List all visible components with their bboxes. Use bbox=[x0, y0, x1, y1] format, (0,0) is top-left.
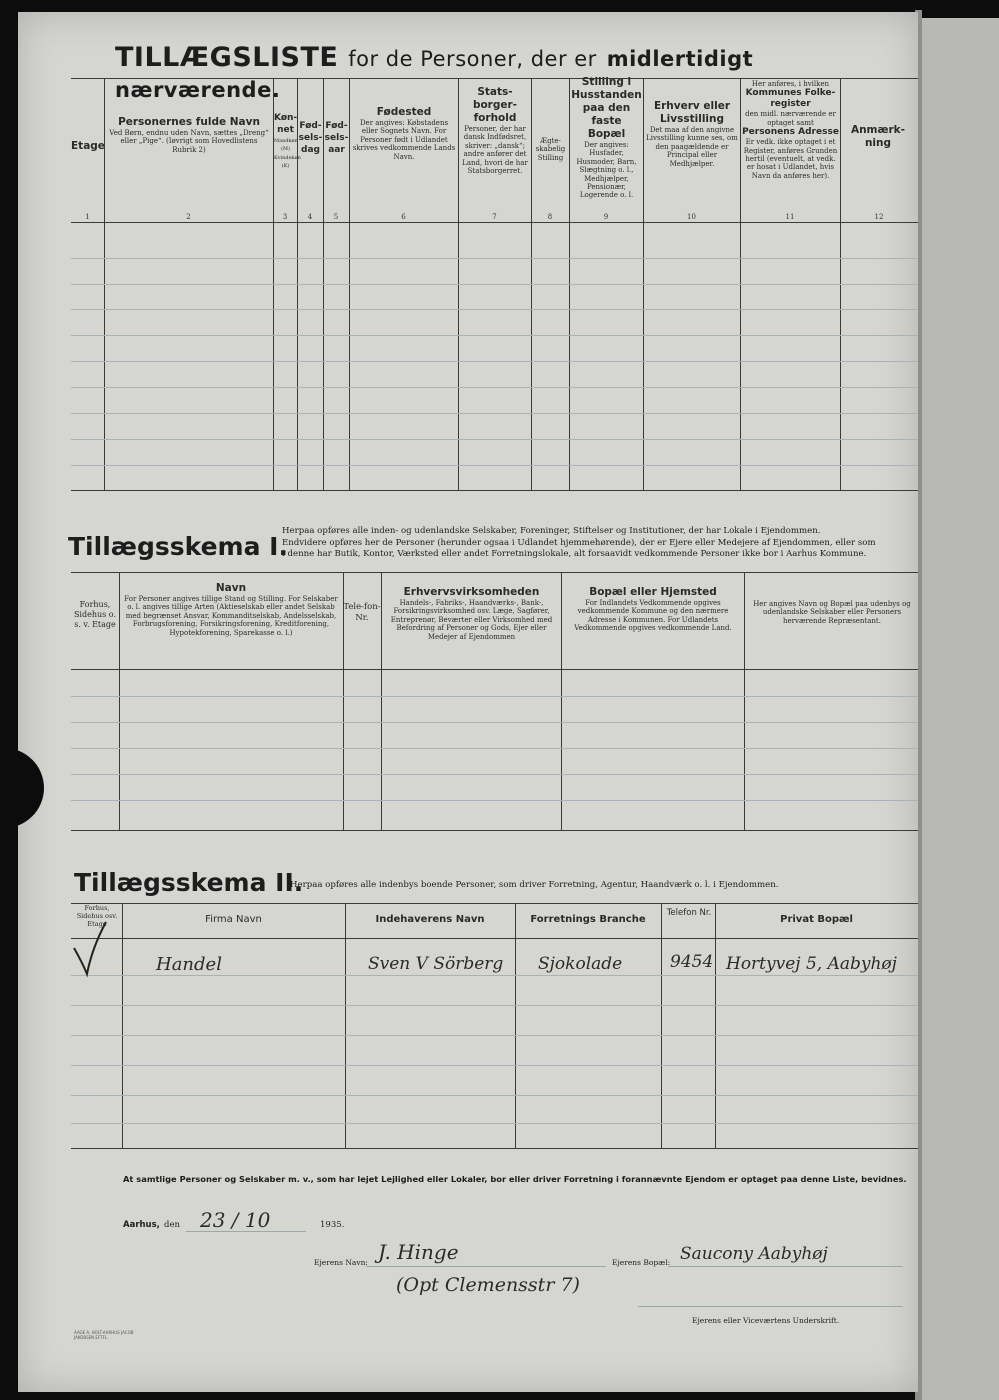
place-label: Aarhus, bbox=[123, 1220, 160, 1230]
adjacent-page bbox=[922, 18, 999, 1400]
skema2-col-divider bbox=[661, 903, 662, 1148]
col-number: 9 bbox=[603, 213, 609, 221]
skema1-col-phone-header: Tele-fon-Nr. bbox=[343, 602, 381, 623]
certification-text: At samtlige Personer og Selskaber m. v., som har lejet Lejlighed eller Lokaler, bor eller driver Forretning i forannævnte Ejendom er optaget paa denne Liste, bevidnes. bbox=[123, 1174, 907, 1184]
ruled-line bbox=[71, 284, 918, 285]
col-number: 11 bbox=[785, 213, 795, 221]
col-number: 4 bbox=[307, 213, 313, 221]
main-title-rest: for de Personer, der er bbox=[348, 47, 597, 71]
date-handwritten: 23 / 10 bbox=[200, 1208, 271, 1232]
col-number: 1 bbox=[85, 213, 90, 221]
skema2-col-phone-header: Telefon Nr. bbox=[666, 908, 712, 918]
skema2-col-branch-header: Forretnings Branche bbox=[530, 914, 646, 925]
skema2-header-bottom-line bbox=[71, 938, 918, 939]
skema2-col-divider bbox=[122, 903, 123, 1148]
ruled-line bbox=[71, 800, 918, 801]
skema2-firma-value: Handel bbox=[156, 954, 222, 975]
skema2-title: Tillægsskema II. bbox=[74, 868, 304, 897]
ruled-line bbox=[71, 1005, 918, 1006]
skema1-header-bottom-line bbox=[71, 669, 918, 670]
signature-line bbox=[638, 1306, 903, 1307]
ruled-line bbox=[71, 258, 918, 259]
owner-residence-line bbox=[668, 1266, 903, 1267]
main-table-top-line bbox=[71, 78, 918, 79]
owner-residence-label: Ejerens Bopæl: bbox=[612, 1258, 671, 1267]
ruled-line bbox=[71, 465, 918, 466]
skema2-col-owner-header: Indehaverens Navn bbox=[375, 914, 485, 925]
skema2-col-etage-header: Forhus, Sidehus osv. Etage bbox=[76, 904, 118, 928]
skema2-phone-value: 9454 bbox=[670, 952, 714, 972]
col-birthday-header: Fød-sels-dag bbox=[298, 121, 323, 155]
ruled-line bbox=[71, 748, 918, 749]
main-title-bold2: midlertidigt nærværende. bbox=[115, 47, 754, 102]
owner-residence-handwritten: Saucony Aabyhøj bbox=[680, 1244, 828, 1264]
skema1-intro-line: i denne har Butik, Kontor, Værksted eller andet Forretningslokale, alt forsaavidt vedkommende Personer ikke bor i Aarhus Kommune. bbox=[282, 549, 867, 559]
ruled-line bbox=[71, 975, 918, 976]
skema1-intro bbox=[282, 526, 918, 561]
year-label: 1935. bbox=[320, 1220, 345, 1230]
col-number: 5 bbox=[333, 213, 339, 221]
col-register-header: Her anføres, i hvilken Kommunes Folke-register den midl. nærværende er optaget samt Personens Adresse Er vedk. ikke optaget i et Register, anføres Grunden hertil (eventuelt, at vedk. er hosat i Udlandet, hvis Navn da anføres her). bbox=[742, 80, 839, 180]
skema2-residence-value: Hortyvej 5, Aabyhøj bbox=[726, 954, 897, 974]
skema1-col-etage-header: Forhus, Sidehus o. s. v. Etage bbox=[73, 600, 117, 629]
skema1-col-representative-header: Her angives Navn og Bopæl paa udenbys og udenlandske Selskaber eller Personers herværende Repræsentant. bbox=[753, 600, 911, 625]
skema2-col-residence-header: Privat Bopæl bbox=[780, 914, 853, 925]
owner-signature: J. Hinge bbox=[378, 1240, 459, 1264]
signature-label: Ejerens eller Viceværtens Underskrift. bbox=[692, 1316, 840, 1325]
skema1-col-divider bbox=[119, 572, 120, 830]
ruled-line bbox=[71, 387, 918, 388]
col-number: 8 bbox=[547, 213, 553, 221]
printer-mark: AAGE A. HOLT-AARHUS JACOB JAKOBSEN EFTFL. bbox=[74, 1330, 134, 1340]
ruled-line bbox=[71, 1065, 918, 1066]
ruled-line bbox=[71, 361, 918, 362]
col-number: 7 bbox=[492, 213, 497, 221]
col-occupation-header: Erhverv eller Livsstilling Det maa af den angivne Livsstilling kunne ses, om den paagældende er Principal eller Medhjælper. bbox=[646, 100, 738, 168]
skema1-col-name-header: Navn For Personer angives tillige Stand og Stilling. For Selskaber o. l. angives tillige Arten (Aktieselskab eller andet Selskab med begrænset Ansvar, Kommanditselskab, Andelsselskab, Forbrugsforening, Forsikringsforening, Kreditforening, Hypotekforening, Sparekasse o. l.) bbox=[124, 582, 338, 637]
owner-signature-note: (Opt Clemensstr 7) bbox=[396, 1274, 580, 1296]
ruled-line bbox=[71, 309, 918, 310]
main-table-bottom-line bbox=[71, 490, 918, 491]
col-number: 3 bbox=[282, 213, 288, 221]
skema1-col-residence-header: Bopæl eller Hjemsted For Indlandets Vedkommende opgives vedkommende Kommune og den nærmere Adresse i Kommunen. For Udlandets Vedkommende opgives vedkommende Land. bbox=[574, 586, 732, 633]
skema2-branch-value: Sjokolade bbox=[538, 954, 623, 974]
ruled-line bbox=[71, 696, 918, 697]
col-number: 12 bbox=[874, 213, 884, 221]
skema2-top-line bbox=[71, 903, 918, 904]
skema1-col-divider bbox=[744, 572, 745, 830]
ruled-line bbox=[71, 335, 918, 336]
ruled-line bbox=[71, 1035, 918, 1036]
ruled-line bbox=[71, 774, 918, 775]
ruled-line bbox=[71, 1123, 918, 1124]
col-number: 10 bbox=[687, 213, 696, 221]
skema2-col-divider bbox=[715, 903, 716, 1148]
skema1-bottom-line bbox=[71, 830, 918, 831]
col-birthyear-header: Fød-sels-aar bbox=[324, 121, 349, 155]
skema1-col-divider bbox=[381, 572, 382, 830]
col-citizenship-header: Stats-borger-forhold Personer, der har dansk Indfødsret, skriver: „dansk“; andre anfører det Land, hvori de har Statsborgerret. bbox=[462, 86, 528, 176]
skema1-intro-line: Herpaa opføres alle inden- og udenlandske Selskaber, Foreninger, Stiftelser og Institutioner, der har Lokale i Ejendommen. bbox=[282, 526, 821, 536]
ruled-line bbox=[71, 722, 918, 723]
main-header-bottom-line bbox=[71, 222, 918, 223]
owner-name-label: Ejerens Navn: bbox=[314, 1258, 368, 1267]
skema1-intro-line: Endvidere opføres her de Personer (herunder ogsaa i Udlandet hjemmehørende), der er Ejere eller Medejere af Ejendommen, eller som bbox=[282, 537, 876, 548]
skema2-bottom-line bbox=[71, 1148, 918, 1149]
ruled-line bbox=[71, 413, 918, 414]
skema1-title: Tillægsskema I. bbox=[68, 532, 288, 561]
col-remark-header: Anmærk-ning bbox=[850, 124, 906, 149]
col-birthplace-header: Fødested Der angives: Købstadens eller Sognets Navn. For Personer født i Udlandet skrives vedkommende Lands Navn. bbox=[352, 106, 456, 161]
census-form-page bbox=[18, 12, 918, 1392]
check-mark-icon bbox=[70, 918, 110, 978]
ruled-line bbox=[71, 1095, 918, 1096]
col-marital-header: Ægte-skabelig Stilling bbox=[535, 137, 566, 162]
main-title-bold: TILLÆGSLISTE bbox=[115, 42, 339, 73]
col-name-header: Personernes fulde Navn Ved Børn, endnu uden Navn, sættes „Dreng“ eller „Pige“. (Iøvrigt som Hovedlistens Rubrik 2) bbox=[109, 116, 269, 154]
skema2-col-firma-header: Firma Navn bbox=[205, 914, 262, 925]
skema2-col-divider bbox=[345, 903, 346, 1148]
skema2-intro: Herpaa opføres alle indenbys boende Personer, som driver Forretning, Agentur, Haandværk o. l. i Ejendommen. bbox=[290, 880, 779, 890]
col-gender-header: Køn-net Mandkøn (M) Kvindekøn (K) bbox=[274, 113, 301, 170]
col-household-header: Stilling i Husstanden paa den faste Bopæl Der angives: Husfader, Husmoder, Barn, Slægtning o. l., Medhjælper, Pensionær, Logerende o. l. bbox=[571, 76, 642, 200]
skema2-owner-value: Sven V Sörberg bbox=[368, 954, 504, 974]
date-den-label: den bbox=[164, 1220, 180, 1230]
skema1-top-line bbox=[71, 572, 918, 573]
skema1-col-business-header: Erhvervsvirksomheden Handels-, Fabriks-, Haandværks-, Bank-, Forsikringsvirksomhed osv. Læge, Sagfører, Entreprenør, Beværter eller Virksomhed med Befordring af Personer og Gods, Ejer eller Medejer af Ejendommen bbox=[390, 586, 553, 641]
skema1-col-divider bbox=[561, 572, 562, 830]
col-number: 6 bbox=[401, 213, 406, 221]
col-etage-header: Etage bbox=[71, 140, 105, 152]
col-number: 2 bbox=[186, 213, 191, 221]
ruled-line bbox=[71, 439, 918, 440]
skema2-col-divider bbox=[515, 903, 516, 1148]
owner-name-line bbox=[366, 1266, 606, 1267]
